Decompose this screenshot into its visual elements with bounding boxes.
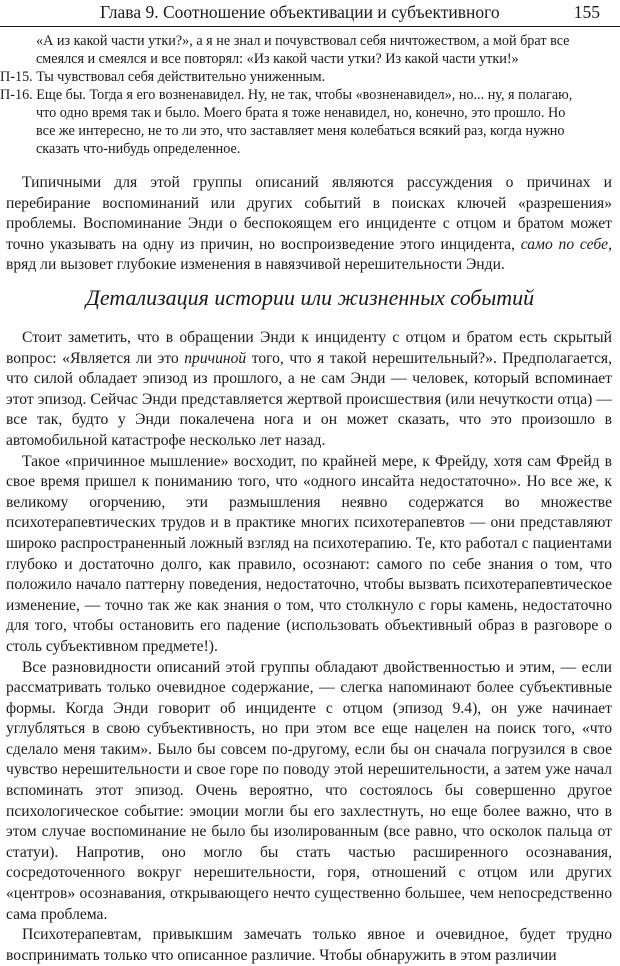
- paragraph: Все разновидности описаний этой группы обладают двойственностью и этим, — если рассматривать только очевидное содержание, — слегка напоминают более субъективные формы. Когда Энди говорит об инциденте с отцом (эпизод 9.4), он уже начинает углубляться в свою субъективность, но при этом все еще нацелен на поиск того, «что сделало меня таким». Было бы совсем по-другому, если бы он сначала погрузился в свое чувство нерешительности и свое горе по поводу этой нерешительности, а затем уже начал вспоминать этот эпизод. Очень вероятно, что состоялось бы совершенно другое психологическое событие: эмоции могли бы его захлестнуть, но еще более важно, что в этом случае воспоминание не было бы изолированным (все равно, что осколок пальца от статуи). Напротив, оно могло бы стать частью расширенного осознавания, сосредоточенного вокруг нерешительности, горя, отношений с отцом или других «центров» осознавания, открывающего нечто существенно большее, чем непосредственно сама проблема.: [6, 658, 612, 923]
- paragraph-text: вряд ли вызовет глубокие изменения в навязчивой нерешительности Энди.: [6, 256, 505, 274]
- dialogue-line: смеялся и смеялся и все повторял: «Из какой части утки? Из какой части утки!»: [36, 51, 519, 67]
- emphasis: причиной: [184, 349, 247, 367]
- dialogue-line: П-16. Еще бы. Тогда я его возненавидел. Ну, не так, чтобы «возненавидел», но... ну, я полагаю,: [0, 87, 573, 103]
- dialogue-line: «А из какой части утки?», а я не знал и почувствовал себя ничтожеством, а мой брат все: [36, 33, 570, 49]
- section-body: [6, 328, 612, 966]
- page-number: 155: [573, 2, 600, 22]
- header-rule: [0, 26, 620, 27]
- dialogue-block: [0, 32, 612, 158]
- paragraph-text: того, что я такой нерешительный?». Предполагается, что силой обладает эпизод из прошлого, а не сам Энди — человек, который вспоминает этот эпизод. Сейчас Энди представляется жертвой происшествия (или нечуткости отца) — все так, будто у Энди покалечена нога и он может сказать, что это произошло в автомобильной катастрофе несколько лет назад.: [6, 349, 612, 449]
- emphasis: само по себе,: [520, 235, 612, 253]
- paragraph-text: Типичными для этой группы описаний являются рассуждения о причинах и перебирание воспоминаний или других событий в поисках ключей «разрешения» проблемы. Воспоминание Энди о беспокоящем его инциденте с отцом и братом может точно указывать на одну из причин, но воспроизведение этого инцидента,: [6, 174, 612, 253]
- paragraph: Такое «причинное мышление» восходит, по крайней мере, к Фрейду, хотя сам Фрейд в свое время пришел к пониманию того, что «одного инсайта недостаточно». Но все же, к великому огорчению, эти размышления неявно содержатся во множестве психотерапевтических трудов и в практике многих психотерапевтов — они представляют широко распространенный ложный взгляд на психотерапию. Те, кто работал с пациентами глубоко и достаточно долго, как правило, осознают: самого по себе знания о том, что положило начало паттерну поведения, недостаточно, чтобы вызвать психотерапевтическое изменение, — точно так же как знания о том, что столкнуло с горы камень, недостаточно для того, чтобы остановить его падение (использовать объективный образ в разговоре о столь субъективном предмете!).: [6, 452, 612, 655]
- chapter-title: Глава 9. Соотношение объективации и субъективного: [100, 2, 500, 22]
- dialogue-line: что одно время так и было. Моего брата я тоже ненавидел, но, конечно, это прошло. Но: [36, 105, 566, 121]
- paragraph: Психотерапевтам, привыкшим замечать только явное и очевидное, будет трудно воспринимать только что описанное различие. Чтобы обнаружить в этом различии: [6, 926, 612, 964]
- running-header: [0, 0, 620, 30]
- dialogue-line: сказать что-нибудь определенное.: [36, 141, 241, 157]
- paragraph-text: Стоит заметить, что в обращении Энди к инциденту с отцом и братом есть скрытый вопрос: «Является ли это: [6, 329, 612, 367]
- dialogue-line: все же интересно, не то ли это, что заставляет меня колебаться всякий раз, когда нужно: [36, 123, 565, 139]
- section-heading: Детализация истории или жизненных событий: [85, 285, 535, 310]
- paragraph: [6, 328, 612, 452]
- paragraph-typical: [6, 173, 612, 276]
- dialogue-line: П-15. Ты чувствовал себя действительно униженным.: [0, 69, 326, 85]
